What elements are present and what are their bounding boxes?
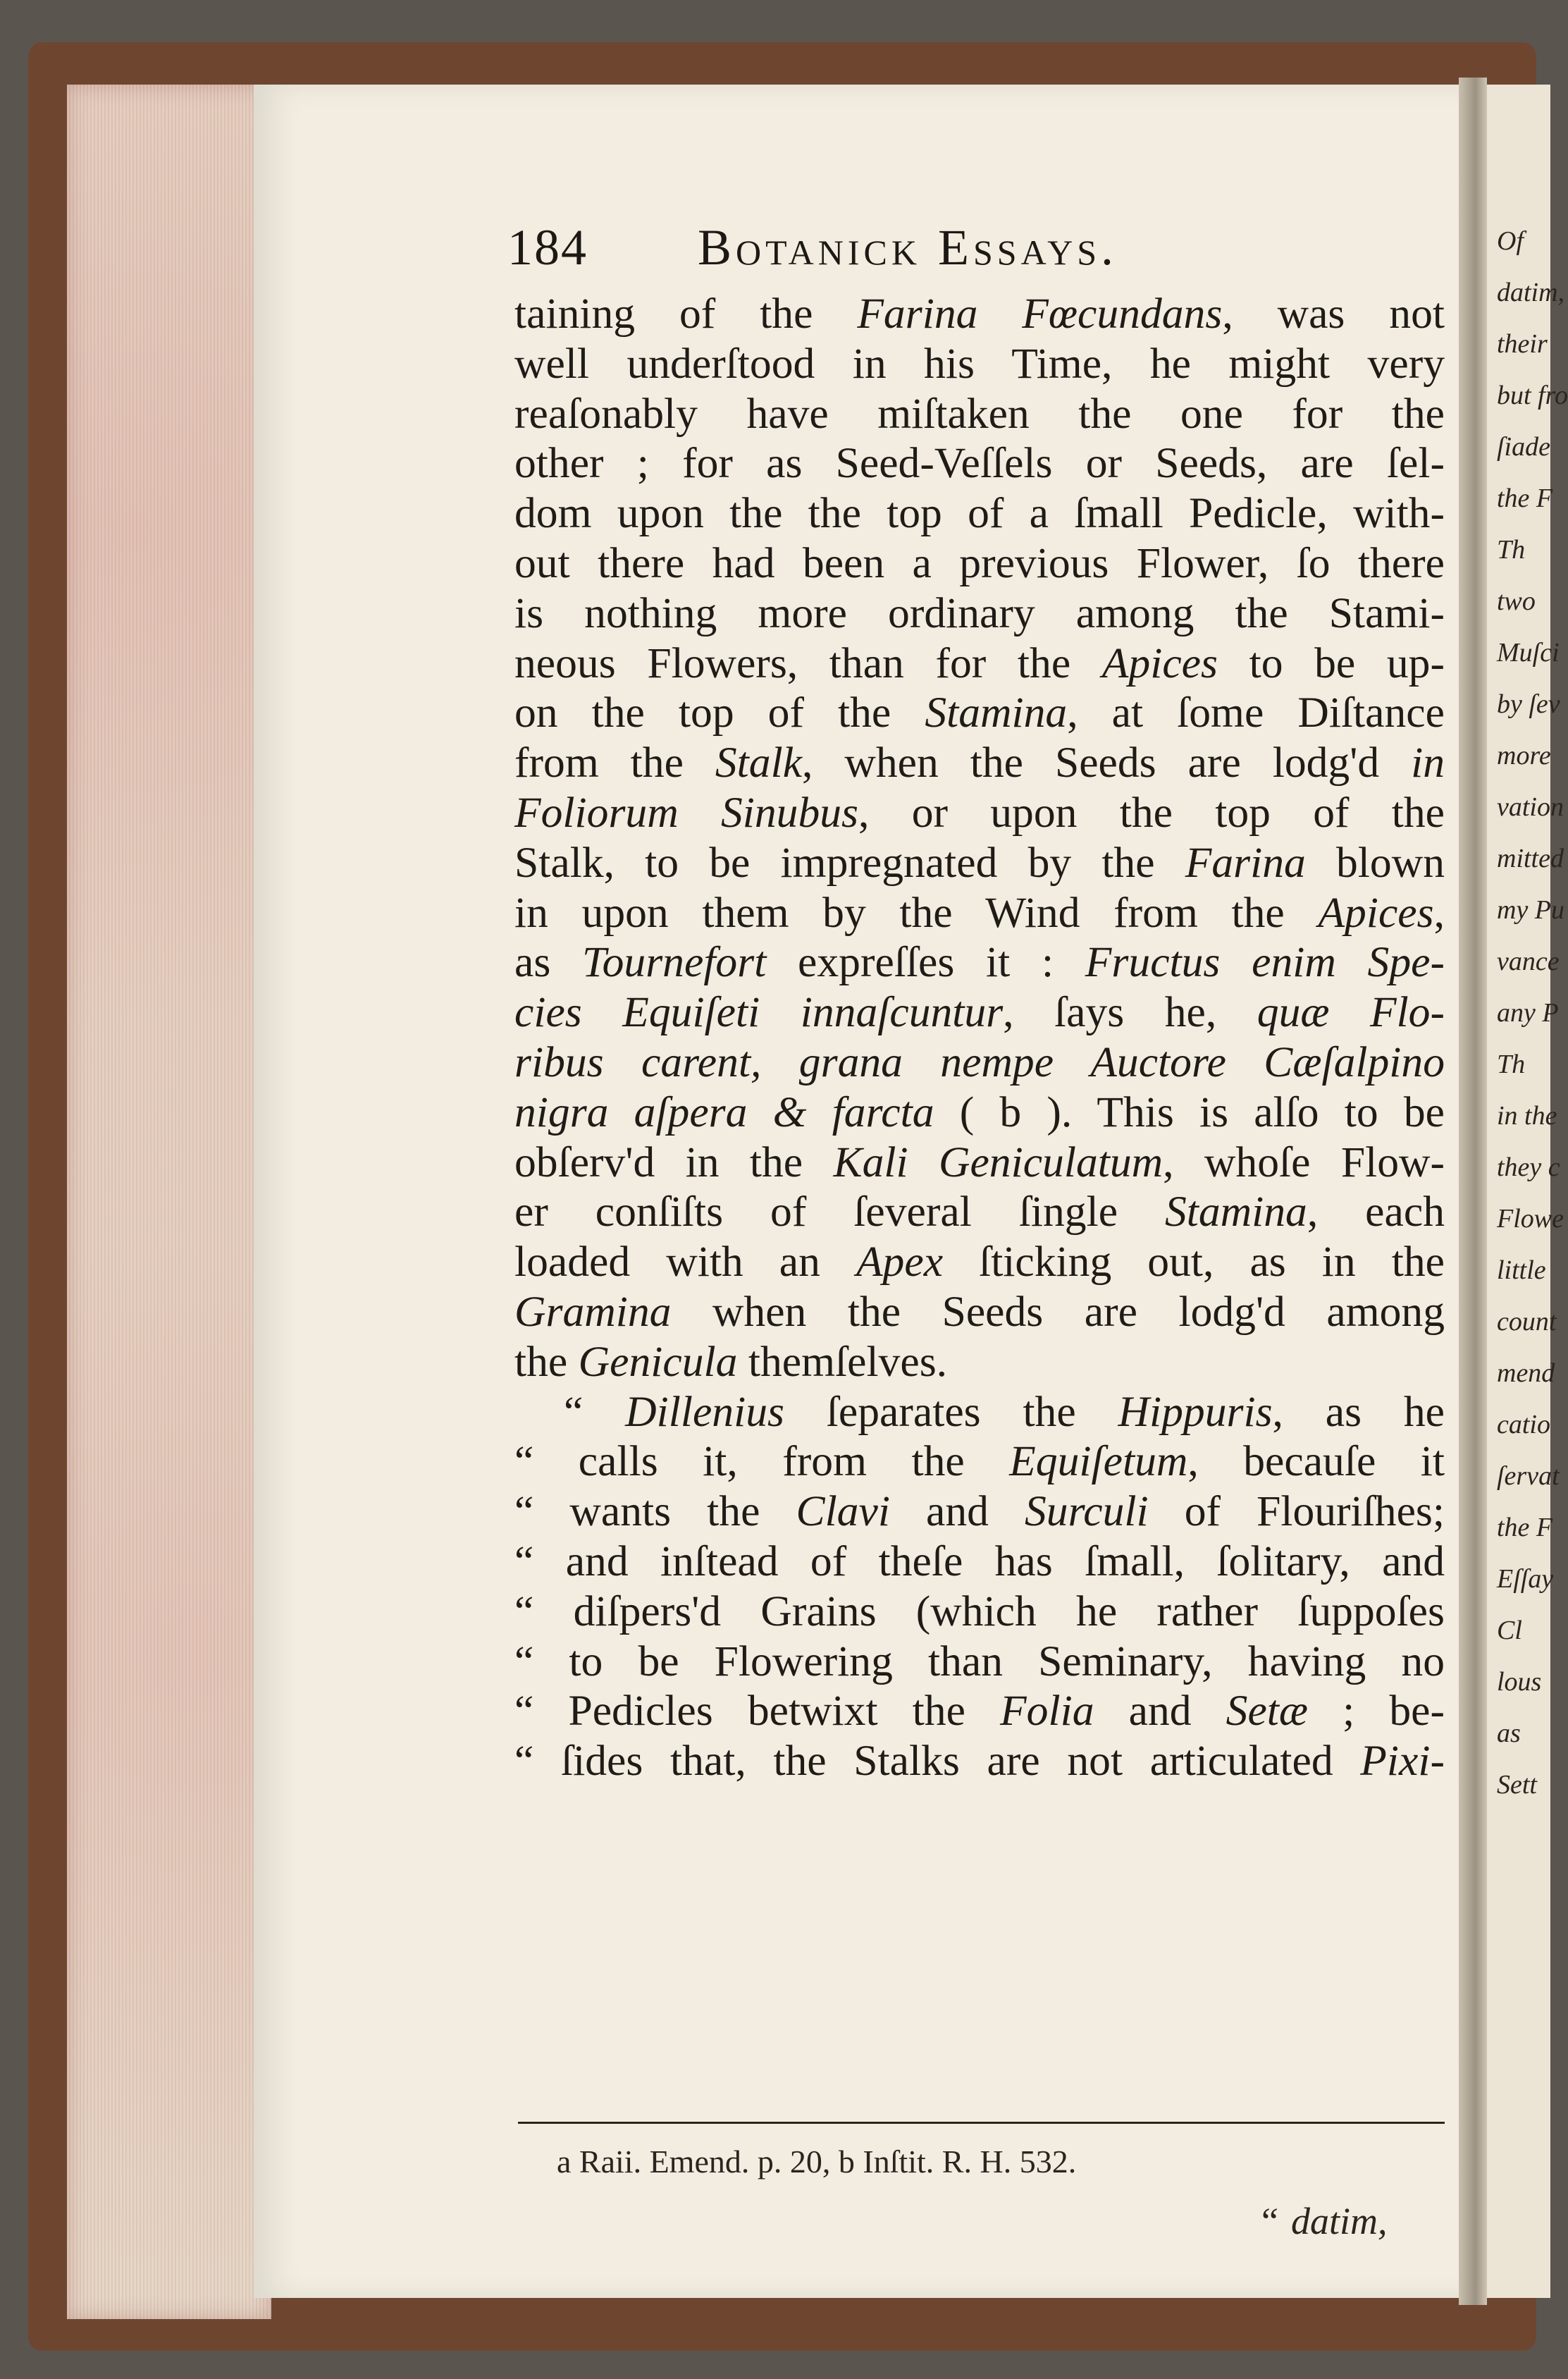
- book-gutter: [1459, 78, 1487, 2305]
- text-segment: themſelves.: [737, 1337, 948, 1386]
- text-line: [514, 1587, 1445, 1637]
- text-line: [514, 539, 1445, 589]
- italic-segment: Foliorum Sinubus: [514, 788, 859, 837]
- facing-page-fragment: vation: [1497, 792, 1564, 822]
- catchword-word: datim,: [1290, 2200, 1388, 2242]
- facing-page-fragment: more: [1497, 741, 1551, 770]
- text-segment: ſeparates the: [784, 1387, 1118, 1436]
- text-segment: “ to be Flowering than Seminary, having no: [514, 1637, 1445, 1685]
- text-segment: “: [564, 1387, 626, 1436]
- text-line: [514, 389, 1445, 439]
- facing-page-fragment: by ſev: [1497, 689, 1560, 719]
- italic-segment: Apices: [1101, 639, 1218, 687]
- text-segment: taining of the: [514, 290, 858, 338]
- italic-segment: Folia: [1000, 1687, 1094, 1735]
- text-line: [514, 1237, 1445, 1287]
- text-line: [514, 1437, 1445, 1487]
- text-line: [514, 688, 1445, 738]
- facing-page-fragment: but fro: [1497, 381, 1568, 410]
- text-line: [514, 1637, 1445, 1687]
- text-segment: “ Pedicles betwixt the: [514, 1687, 1001, 1735]
- text-line: [514, 788, 1445, 838]
- catchword-quote: “: [1261, 2200, 1278, 2242]
- facing-page-fragment: as: [1497, 1719, 1521, 1748]
- text-segment: blown: [1305, 838, 1445, 887]
- italic-segment: Gramina: [514, 1287, 672, 1336]
- text-line: [514, 289, 1445, 339]
- facing-page-fragment: lous: [1497, 1667, 1542, 1697]
- body-text: [514, 289, 1445, 1786]
- italic-segment: Surculi: [1025, 1487, 1149, 1536]
- text-line: [514, 838, 1445, 888]
- italic-segment: cies Equiſeti innaſcuntur: [514, 988, 1004, 1037]
- catchword: [1261, 2199, 1387, 2243]
- text-segment: , when the Seeds are lodg'd: [802, 739, 1412, 787]
- text-segment: and: [1094, 1687, 1226, 1735]
- text-line: [514, 1138, 1445, 1188]
- text-segment: ; be-: [1308, 1687, 1445, 1735]
- facing-page-fragment: count: [1497, 1307, 1557, 1336]
- text-segment: , at ſome Diſtance: [1067, 689, 1445, 737]
- facing-page-fragment: vance: [1497, 947, 1560, 976]
- text-segment: well underſtood in his Time, he might very: [514, 339, 1445, 388]
- text-segment: from the: [514, 739, 715, 787]
- italic-segment: Genicula: [578, 1337, 738, 1386]
- italic-segment: Stalk: [715, 739, 803, 787]
- text-line: [514, 1187, 1445, 1237]
- text-segment: “ wants the: [514, 1487, 796, 1536]
- italic-segment: Kali Geniculatum: [833, 1138, 1163, 1186]
- text-segment: dom upon the the top of a ſmall Pedicle, with-: [514, 489, 1445, 538]
- text-segment: is nothing more ordinary among the Stami-: [514, 589, 1445, 637]
- italic-segment: Clavi: [796, 1487, 890, 1536]
- text-segment: ( b ). This is alſo to be: [934, 1088, 1445, 1136]
- italic-segment: Equiſetum: [1009, 1437, 1188, 1486]
- text-segment: ſticking out, as in the: [943, 1238, 1445, 1286]
- italic-segment: ribus carent, grana nempe Auctore Cæſalpino: [514, 1038, 1445, 1086]
- text-segment: as: [514, 938, 583, 987]
- footnote-rule: [518, 2122, 1445, 2124]
- italic-segment: Apices: [1318, 888, 1434, 937]
- text-line: [514, 1537, 1445, 1587]
- page-edges: [67, 85, 271, 2319]
- text-line: [514, 888, 1445, 938]
- text-line: [514, 339, 1445, 389]
- page-number: 184: [507, 219, 588, 276]
- italic-segment: Tournefort: [582, 938, 767, 987]
- facing-page-fragment: Of: [1497, 226, 1524, 256]
- text-line: [514, 738, 1445, 788]
- text-line: [514, 589, 1445, 639]
- facing-page-fragment: their: [1497, 329, 1548, 359]
- text-segment: , becauſe it: [1187, 1437, 1445, 1486]
- text-segment: neous Flowers, than for the: [514, 639, 1102, 687]
- text-segment: to be up-: [1217, 639, 1445, 687]
- text-segment: Stalk, to be impregnated by the: [514, 838, 1185, 887]
- italic-segment: Farina Fœcundans: [857, 290, 1223, 338]
- text-segment: , as he: [1272, 1387, 1445, 1436]
- text-segment: when the Seeds are lodg'd among: [671, 1287, 1445, 1336]
- running-title: Botanick Essays.: [698, 219, 1118, 276]
- facing-page-fragment: the F: [1497, 1513, 1553, 1542]
- facing-page-fragment: datim,: [1497, 278, 1565, 307]
- text-line: [514, 1387, 1445, 1437]
- text-segment: , was not: [1222, 290, 1445, 338]
- text-segment: “ ſides that, the Stalks are not articulated: [514, 1737, 1361, 1785]
- italic-segment: Hippuris: [1118, 1387, 1273, 1436]
- text-segment: other ; for as Seed-Veſſels or Seeds, are ſel-: [514, 439, 1445, 488]
- italic-segment: Dillenius: [625, 1387, 784, 1436]
- facing-page-fragment: Cl: [1497, 1616, 1522, 1645]
- text-line: [514, 938, 1445, 988]
- text-segment: obſerv'd in the: [514, 1138, 834, 1186]
- text-segment: out there had been a previous Flower, ſo there: [514, 539, 1445, 587]
- text-segment: “ diſpers'd Grains (which he rather ſuppoſes: [514, 1587, 1445, 1635]
- text-line: [514, 1038, 1445, 1088]
- text-line: [514, 488, 1445, 539]
- facing-page-fragment: mend: [1497, 1358, 1555, 1388]
- page-header: [507, 219, 1445, 289]
- text-segment: in upon them by the Wind from the: [514, 888, 1319, 937]
- text-line: [514, 1337, 1445, 1387]
- text-line: [514, 639, 1445, 689]
- text-segment: expreſſes it :: [766, 938, 1085, 987]
- facing-page-fragment: ſiade: [1497, 432, 1550, 462]
- italic-segment: in: [1411, 739, 1445, 787]
- facing-page-fragment: little: [1497, 1255, 1546, 1285]
- italic-segment: Fructus enim Spe-: [1085, 938, 1445, 987]
- text-segment: reaſonably have miſtaken the one for the: [514, 389, 1445, 438]
- text-segment: of Flouriſhes;: [1148, 1487, 1445, 1536]
- text-segment: , or upon the top of the: [858, 788, 1445, 837]
- italic-segment: Pixi-: [1360, 1737, 1445, 1785]
- text-segment: ,: [1433, 888, 1445, 937]
- facing-page-fragment: Flowe: [1497, 1204, 1564, 1234]
- facing-page-fragment: my Pu: [1497, 895, 1565, 925]
- facing-page-fragment: Th: [1497, 1050, 1526, 1079]
- facing-page-fragment: ſervat: [1497, 1461, 1560, 1491]
- facing-page-fragment: the F: [1497, 484, 1553, 513]
- italic-segment: Setæ: [1226, 1687, 1308, 1735]
- facing-page-fragment: catio: [1497, 1410, 1550, 1439]
- facing-page-edge: [1487, 85, 1568, 2298]
- text-segment: the: [514, 1337, 579, 1386]
- facing-page-fragment: Th: [1497, 535, 1526, 565]
- text-line: [514, 1736, 1445, 1786]
- text-segment: , each: [1307, 1188, 1445, 1236]
- text-segment: , whoſe Flow-: [1163, 1138, 1445, 1186]
- text-line: [514, 438, 1445, 488]
- text-line: [514, 1487, 1445, 1537]
- text-line: [514, 1088, 1445, 1138]
- text-segment: “ calls it, from the: [514, 1437, 1010, 1486]
- text-line: [514, 1686, 1445, 1736]
- facing-page-fragment: Sett: [1497, 1770, 1537, 1800]
- facing-page-fragment: two: [1497, 586, 1536, 616]
- facing-page-fragment: in the: [1497, 1101, 1557, 1131]
- footnote: a Raii. Emend. p. 20, b Inſtit. R. H. 532.: [557, 2144, 1077, 2180]
- italic-segment: Stamina: [1164, 1188, 1307, 1236]
- facing-page-fragment: any P: [1497, 998, 1559, 1028]
- text-segment: and: [889, 1487, 1025, 1536]
- italic-segment: Apex: [856, 1238, 944, 1286]
- text-line: [514, 988, 1445, 1038]
- facing-page-fragment: Eſſay: [1497, 1564, 1554, 1594]
- text-segment: , ſays he,: [1003, 988, 1257, 1037]
- facing-page-fragment: mitted: [1497, 844, 1564, 873]
- text-line: [514, 1287, 1445, 1337]
- text-segment: “ and inſtead of theſe has ſmall, ſolitary, and: [514, 1537, 1445, 1585]
- facing-page-fragment: Muſci: [1497, 638, 1560, 668]
- italic-segment: Stamina: [925, 689, 1068, 737]
- text-segment: loaded with an: [514, 1238, 856, 1286]
- facing-page-fragment: they c: [1497, 1152, 1560, 1182]
- text-segment: on the top of the: [514, 689, 925, 737]
- italic-segment: nigra aſpera & farcta: [514, 1088, 934, 1136]
- text-segment: er conſiſts of ſeveral ſingle: [514, 1188, 1165, 1236]
- italic-segment: Farina: [1185, 838, 1306, 887]
- italic-segment: quæ Flo-: [1257, 988, 1445, 1037]
